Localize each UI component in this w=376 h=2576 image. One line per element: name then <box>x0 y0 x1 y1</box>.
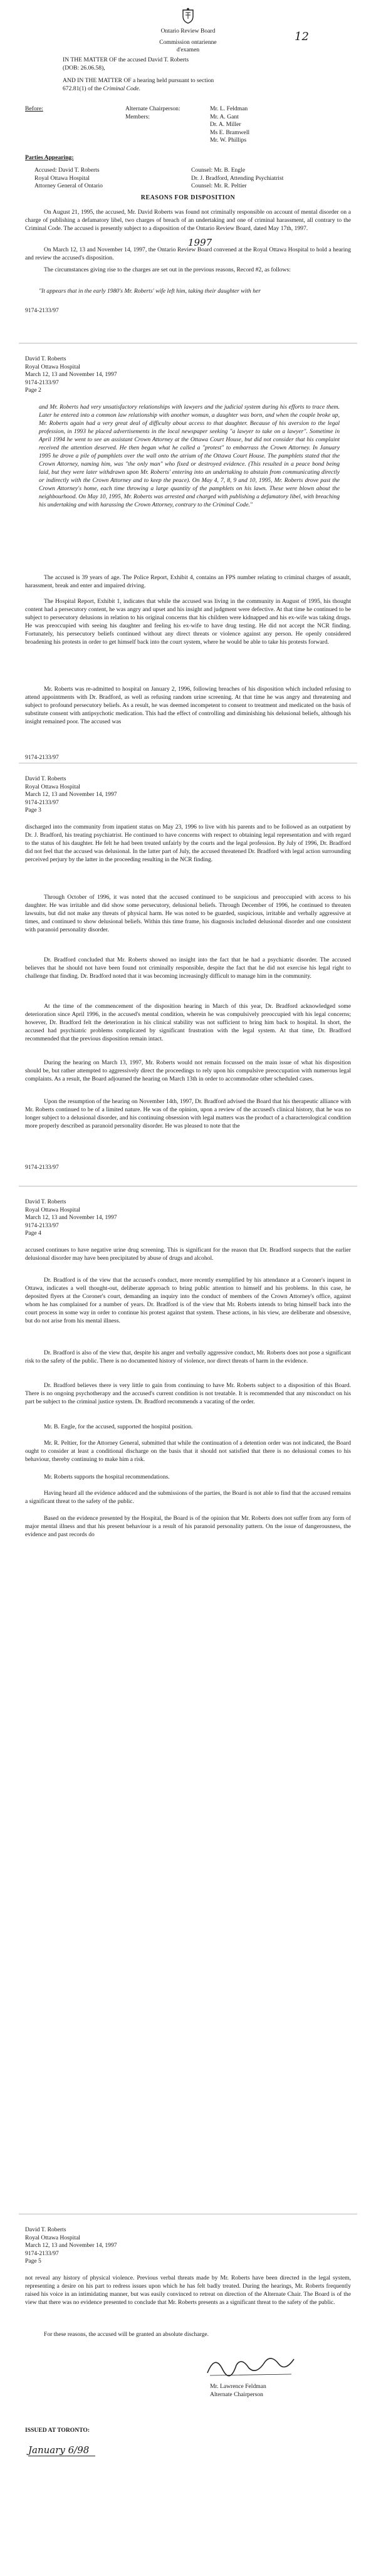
page4-para-4: Dr. Bradford believes there is very little to gain from continuing to have Mr. Roberts subject to a disposition of this Board. There is no ongoing psychotherapy and the accused's current condition is not treatable. It is recommended that any misconduct on his part be subject to the criminal justice system. Dr. Bradford recommends a vacating of the order. <box>25 1382 351 1405</box>
page4-para-2: Dr. Bradford is of the view that the accused's conduct, more recently exemplified by his attendance at a Coroner's inquest in Ottawa, indicates a well thought-out, deliberate approach to bring public attention to himself and his problems. In this case, he deposited flyers at the Coroner's court, demanding an inquiry into the conduct of members of the Crown Attorney's office, against whom he has complained for a number of years. Dr. Bradford is of the view that Mr. Roberts intends to bring himself back into the court process in some way in order to continue his protest against that system. These actions, in his view, are deliberate and obsessive, but do not arise from his mental illness. <box>25 1277 351 1324</box>
page5-running-2: Royal Ottawa Hospital <box>25 2234 80 2241</box>
matter-dob: (DOB: 26.06.58), <box>63 64 105 71</box>
page2-running-4: 9174-2133/97 <box>25 379 59 386</box>
matter-line-2: AND IN THE MATTER OF a hearing held pursuant to section <box>63 77 214 84</box>
page3-para-2: Through October of 1996, it was noted that the accused continued to be suspicious and preoccupied with access to his daughter. He was irritable and did show some persecutory, delusional beliefs. Through December of 1996, he continued to threaten lawsuits, but did not make any threats of physical harm. He was noted to be guarded, suspicious, irritable and verbally aggressive at times, and continued to show delusional beliefs. Within this time frame, his diagnosis included delusional disorder and one consistent with paranoid personality disorder. <box>25 894 351 933</box>
page3-para-4: At the time of the commencement of the disposition hearing in March of this year, Dr. Bradford acknowledged some deterioration since April 1996, in the accused's mental condition, wherein he was compulsively preoccupied with his legal concerns; however, Dr. Bradford felt the deterioration in his clinical stability was not sufficient to bring him back to hospital. In short, the accused had psychiatric problems complicated by significant frustration with the legal system. At that time, Dr. Bradford recommended that the previous disposition remain intact. <box>25 1003 351 1042</box>
page5-running-5: Page 5 <box>25 2258 41 2264</box>
page3-running-1: David T. Roberts <box>25 775 66 782</box>
handwritten-page-number: 12 <box>295 30 309 43</box>
before-label: Before: <box>25 105 43 112</box>
page1-quote: "It appears that in the early 1980's Mr. Roberts' wife left him, taking their daughter with her <box>39 288 261 295</box>
party-right-2: Dr. J. Bradford, Attending Psychiatrist <box>191 174 284 182</box>
page3-para-5: During the hearing on March 13, 1997, Mr. Roberts would not remain focussed on the main issue of what his disposition should be, but rather attempted to aggressively direct the proceedings to rely upon his compulsive preoccupation with numerous legal complaints. As a result, the Board adjourned the hearing on March 13th in order to accommodate other scheduled cases. <box>25 1059 351 1082</box>
page1-para-1: On August 21, 1995, the accused, Mr. David Roberts was found not criminally responsible on account of mental disorder on a charge of publishing a defamatory libel, two charges of breach of an undertaking and one of criminal harassment, all contrary to the Criminal Code. The accused is presently subject to a disposition of the Ontario Review Board, dated May 17th, 1997. <box>25 209 351 232</box>
page2-quote: and Mr. Roberts had very unsatisfactory relationships with lawyers and the judicial system during his efforts to trace them. Later he entered into a common law relationship with another woman, a daughter was born, and when the couple broke up, Mr. Roberts again had a very great deal of difficulty about access to that daughter. Because of his aversion to the legal profession, in 1993 he placed advertisements in the local newspaper seeking "a lawyer to take on a lawyer". Sometime in April 1994 he went to see an assistant Crown Attorney at the Ottawa Court House, but did not consider that his complaint received the attention deserved. He then began what he called a "protest" to embarrass the Crown Attorney. In January 1995 he drove a pile of pamphlets over the wall onto the atrium of the Ottawa Court House. The pamphlets stated that the Crown Attorney, naming him, was "the only man" who fixed or destroyed evidence. (This resulted in a peace bond being laid, but they were later withdrawn upon Mr. Roberts' entering into an undertaking to abstain from communicating directly or indirectly with the Crown Attorney and to keep the peace). On May 4, 7, 8, 9 and 10, 1995, Mr. Roberts drove past the Crown Attorney's home, each time throwing a large quantity of the pamphlets on his lawn. These were blown about the neighbourhood. On May 10, 1995, Mr. Roberts was arrested and charged with publishing a defamatory libel, with breaching his undertaking and with harassing the Crown Attorney, contrary to the Criminal Code." <box>39 404 340 508</box>
party-left-1: Accused: David T. Roberts <box>34 167 100 174</box>
page3-running-4: 9174-2133/97 <box>25 798 59 806</box>
member-2: Dr. A. Miller <box>210 121 241 128</box>
page5-running-1: David T. Roberts <box>25 2226 66 2233</box>
page2-running-2: Royal Ottawa Hospital <box>25 363 80 370</box>
signature-icon <box>204 2350 298 2380</box>
members-label: Members: <box>125 113 150 120</box>
page3-running-3: March 12, 13 and November 14, 1997 <box>25 791 117 798</box>
party-right-1: Counsel: Mr. B. Engle <box>191 167 246 174</box>
page4-running-3: March 12, 13 and November 14, 1997 <box>25 1214 117 1221</box>
page4-running-4: 9174-2133/97 <box>25 1222 59 1229</box>
page4-para-7: Mr. Roberts supports the hospital recommendations. <box>44 1474 170 1480</box>
page4-running-5: Page 4 <box>25 1230 41 1237</box>
page4-para-5: Mr. B. Engle, for the accused, supported the hospital position. <box>44 1423 193 1430</box>
alt-chair-label: Alternate Chairperson: <box>125 105 180 112</box>
page5-para-2: For these reasons, the accused will be granted an absolute discharge. <box>44 2331 209 2338</box>
page2-running-1: David T. Roberts <box>25 355 66 362</box>
page5-running-3: March 12, 13 and November 14, 1997 <box>25 2242 117 2249</box>
page4-para-8: Having heard all the evidence adduced and the submissions of the parties, the Board is not able to find that the accused remains a significant threat to the safety of the public. <box>25 1490 351 1505</box>
page4-para-6: Mr. R. Peltier, for the Attorney General, submitted that while the continuation of a detention order was not indicated, the Board ought to consider at least a conditional discharge on the basis that it should not satisfied that there is no delusional comes to his behaviour, thereby continuing to make him a risk. <box>25 1440 351 1463</box>
page4-para-1: accused continues to have negative urine drug screening. This is significant for the reason that Dr. Bradford suspects that the earlier delusional disorder may have been precipitated by abuse of drugs and alcohol. <box>25 1247 351 1262</box>
page4-para-9: Based on the evidence presented by the Hospital, the Board is of the opinion that Mr. Roberts does not suffer from any form of major mental illness and that his present behaviour is a result of his paranoid personality pattern. On the issue of dangerousness, the evidence and past records do <box>25 1515 351 1538</box>
page2-para-2: The Hospital Report, Exhibit 1, indicates that while the accused was living in the community in August of 1995, his thought content had a persecutory content, he was angry and upset and his insight and judgment were defective. At that time he continued to be subject to persecutory delusions in relation to his original concerns that his children were kidnapped and his ex-wife was taking drugs. He was preoccupied with seeing his daughter and feeling his ex-wife to have drug testing. He did not accept the NCR finding. Fortunately, his persecutory beliefs continued without any direct threats or violence against any person. He openly considered broadening his protests in order to get himself back into the court system, where he would be able to take his protests forward. <box>25 598 351 646</box>
page2-footer: 9174-2133/97 <box>25 754 59 761</box>
member-3: Ms E. Bramwell <box>210 128 250 136</box>
page1-footer: 9174-2133/97 <box>25 307 59 314</box>
page3-running-2: Royal Ottawa Hospital <box>25 783 80 790</box>
page4-running-1: David T. Roberts <box>25 1198 66 1205</box>
signer-title: Alternate Chairperson <box>210 2390 263 2398</box>
board-name-fr: Commission ontarienne <box>159 39 217 46</box>
matter-line-1: IN THE MATTER OF the accused David T. Roberts <box>63 56 189 63</box>
page4-para-3: Dr. Bradford is also of the view that, despite his anger and verbally aggressive conduct, Mr. Roberts does not pose a significant risk to the safety of the public. There is no documented history of violence, nor direct threats of harm in the evidence. <box>25 1349 351 1364</box>
member-1: Mr. A. Gant <box>210 113 239 120</box>
page2-para-3: Mr. Roberts was re-admitted to hospital on January 2, 1996, following breaches of his disposition which included refusing to attend appointments with Dr. Bradford, as well as refusing random urine screening. At that time he was angry and threatening and subject to profound persecutory beliefs. As a result, he was deemed incompetent to consent to treatment and medicated on the basis of substitute consent with antipsychotic medication. This had the effect of controlling and diminishing his delusional beliefs, although his insight remained poor. The accused was <box>25 686 351 725</box>
matter-section: 672.81(1) of the <box>63 85 102 92</box>
board-name-fr-2: d'examen <box>176 46 200 53</box>
board-name: Ontario Review Board <box>160 28 216 34</box>
party-left-2: Royal Ottawa Hospital <box>34 174 90 182</box>
issued-label: ISSUED AT TORONTO: <box>25 2427 90 2434</box>
page2-running-5: Page 2 <box>25 387 41 394</box>
page5-para-1: not reveal any history of physical violence. Previous verbal threats made by Mr. Roberts have been directed in the legal system, representing a desire on his part to redress issues upon which he has felt badly treated. During the hearings, Mr. Roberts frequently raised his voice in an intimidating manner, but was easily convinced to retreat on direction of the Alternate Chair. The Board is of the view that there was no evidence presented to conclude that Mr. Roberts presents as a significant threat to the safety of the public. <box>25 2275 351 2306</box>
ontario-crest-icon <box>181 8 195 24</box>
issued-date-handwritten: January 6/98 <box>28 2444 95 2456</box>
member-4: Mr. W. Phillips <box>210 137 247 144</box>
handwritten-year: 1997 <box>188 237 212 248</box>
page4-running-2: Royal Ottawa Hospital <box>25 1206 80 1213</box>
matter-code: Criminal Code. <box>103 85 141 92</box>
page3-running-5: Page 3 <box>25 807 41 814</box>
page1-para-2: On March 12, 13 and November 14, 1997, the Ontario Review Board convened at the Royal Ottawa Hospital to hold a hearing and review the accused's disposition. <box>25 246 351 261</box>
page3-para-6: Upon the resumption of the hearing on November 14th, 1997, Dr. Bradford advised the Board that his therapeutic alliance with Mr. Roberts continued to be of a limited nature. He was of the opinion, upon a review of the accused's clinical history, that he was no longer subject to a delusional disorder, and his continuing obsession with legal matters was the product of a characterological condition more properly described as paranoid personality disorder. He was pleased to note that the <box>25 1098 351 1129</box>
party-right-3: Counsel: Mr. R. Peltier <box>191 182 247 189</box>
page3-para-1: discharged into the community from inpatient status on May 23, 1996 to live with his parents and to be followed as an outpatient by Dr. J. Bradford, his treating psychiatrist. He continued to have concerns with respect to obtaining legal representation and with regard to the status of his daughter. He felt he had been treated unfairly by the courts and the legal profession. By July of 1996, Dr. Bradford did not feel that the accused was delusional. In the latter part of July, the accused threatened Dr. Bradford with legal action surrounding perceived perjury by the latter in the proceeding resulting in the NCR finding. <box>25 824 351 863</box>
party-left-3: Attorney General of Ontario <box>34 182 103 189</box>
reasons-title: REASONS FOR DISPOSITION <box>140 194 236 201</box>
signer-name: Mr. Lawrence Feldman <box>210 2383 266 2390</box>
parties-label: Parties Appearing: <box>25 154 74 161</box>
page3-para-3: Dr. Bradford concluded that Mr. Roberts showed no insight into the fact that he had a psychiatric disorder. The accused believes that he should not have been found not criminally responsible, despite the fact that he did not exercise his legal right to challenge that finding. Dr. Bradford noted that it was becoming increasingly difficult to manage him in the community. <box>25 956 351 980</box>
page1-para-3: The circumstances giving rise to the charges are set out in the previous reasons, Record #2, as follows: <box>44 266 291 273</box>
page2-para-1: The accused is 39 years of age. The Police Report, Exhibit 4, contains an FPS number relating to criminal charges of assault, harassment, break and enter and impaired driving. <box>25 574 351 589</box>
page3-footer: 9174-2133/97 <box>25 1164 59 1171</box>
page2-running-3: March 12, 13 and November 14, 1997 <box>25 371 117 378</box>
alt-chair-name: Mr. L. Feldman <box>210 105 248 112</box>
page5-running-4: 9174-2133/97 <box>25 2249 59 2257</box>
